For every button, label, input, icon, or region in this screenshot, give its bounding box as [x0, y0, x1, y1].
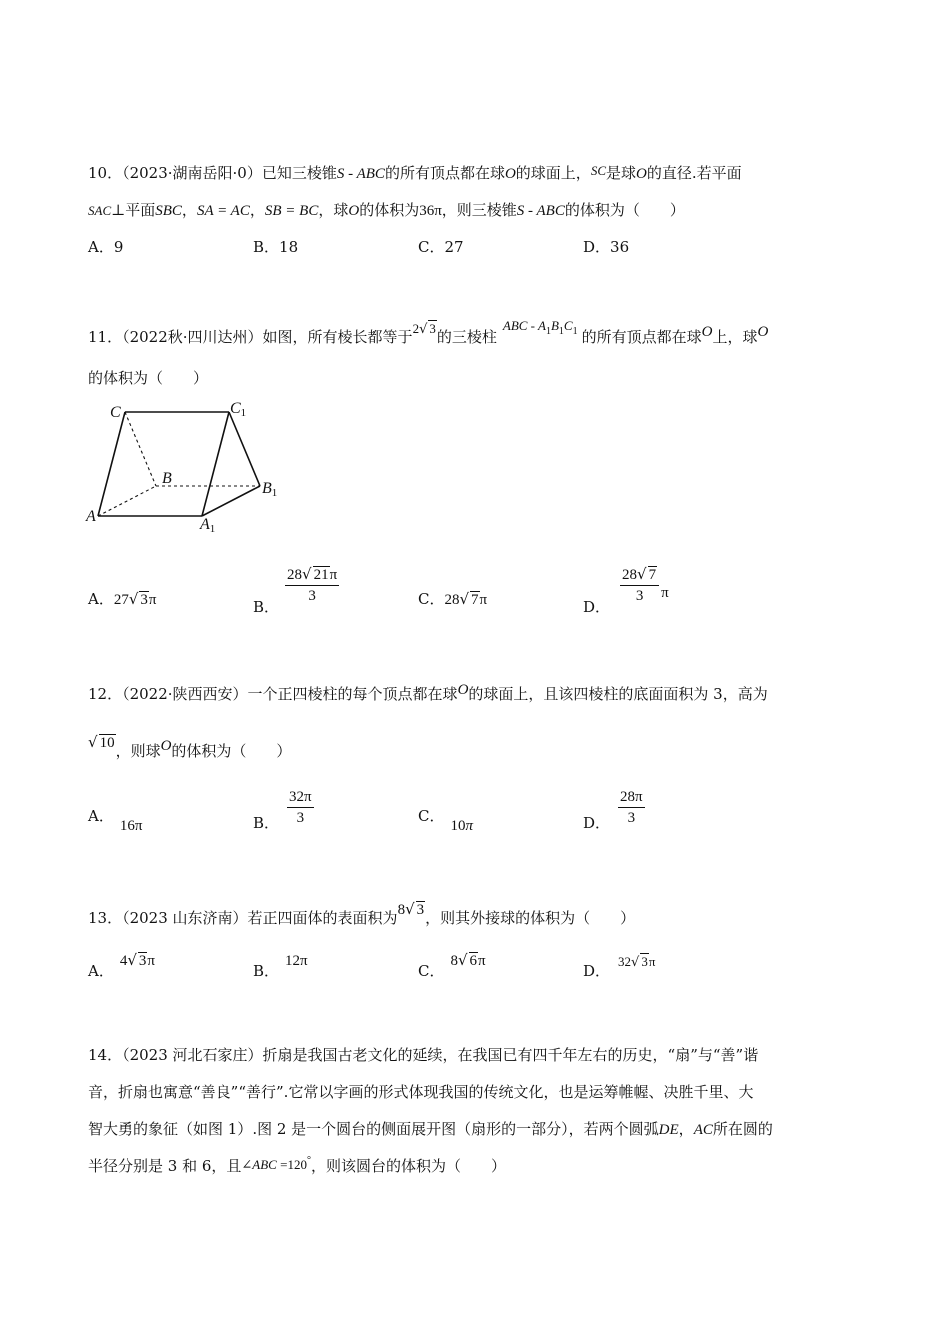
- q11-option-a-value: 27√ 3π: [113, 590, 157, 608]
- q11-option-c[interactable]: C．28√ 7π: [418, 590, 488, 608]
- q10-source: （2023·湖南岳阳·0）: [122, 164, 262, 182]
- q13-number: 13．: [88, 909, 123, 927]
- q12-option-a[interactable]: A．16π: [88, 807, 143, 834]
- q13-text: ，则其外接球的体积为（ ）: [425, 909, 636, 927]
- q11-prism: ABC - $A_1B_1C_1$: [502, 318, 578, 337]
- q10-sc: SC: [590, 163, 606, 178]
- q11-text: 的所有顶点都在球: [581, 328, 702, 346]
- q12-line2: [88, 733, 291, 761]
- edge-c-a: [98, 412, 125, 516]
- q13-line1: [88, 900, 635, 928]
- q14-text: 智大勇的象征（如图 1）.图 2 是一个圆台的侧面展开图（扇形的一部分），若两个圆弧: [88, 1120, 659, 1138]
- edge-c-b: [125, 412, 156, 486]
- q12-sphere-o: O: [457, 682, 469, 698]
- q12-text: ，则球: [115, 742, 161, 760]
- q10-eq1: SA = AC: [196, 203, 250, 219]
- q12-text: 一个正四棱柱的每个顶点都在球: [247, 685, 458, 703]
- q13-option-b[interactable]: B．12π: [253, 953, 308, 980]
- q14-text: 半径分别是 3 和 6，且: [88, 1157, 242, 1175]
- q10-text: 是球: [605, 164, 636, 182]
- q13-area: 8√ 3: [397, 900, 425, 918]
- q10-pyramid: S - ABC: [516, 203, 565, 219]
- q11-sphere-o: O: [701, 324, 713, 340]
- q11-option-c-value: 28√ 7π: [444, 590, 488, 608]
- q10-eq2: SB = BC: [264, 203, 319, 219]
- q11-edge-length: 2√ 3: [412, 321, 436, 337]
- q11-text: 的三棱柱: [436, 328, 497, 346]
- q13-source: （2023 山东济南）: [122, 909, 248, 927]
- q14-line4: [88, 1155, 506, 1176]
- label-a1: A1: [200, 516, 216, 535]
- q10-text: 平面: [125, 201, 156, 219]
- q12-option-b[interactable]: B． $\frac{32\pi}{3}$: [253, 789, 312, 832]
- q13-option-b-value: 12π: [285, 953, 308, 969]
- q10-sbc: SBC: [155, 203, 182, 219]
- q10-option-c[interactable]: C．27: [418, 238, 464, 256]
- q11-text: 上，球: [712, 328, 758, 346]
- q11-number: 11．: [88, 328, 123, 346]
- q12-option-d[interactable]: D． $\frac{28\pi}{3}$: [583, 789, 643, 832]
- q14-comma: ，: [678, 1120, 694, 1138]
- q14-text: ，则该圆台的体积为（ ）: [310, 1157, 506, 1175]
- q10-option-b[interactable]: B．18: [253, 238, 299, 256]
- q10-text: 的直径.若平面: [646, 164, 742, 182]
- q10-text: 的体积为: [359, 201, 420, 219]
- label-c1: C1: [230, 400, 247, 419]
- q10-comma: ，: [181, 201, 197, 219]
- q12-option-d-value: $\frac{28\pi}{3}$: [620, 789, 643, 826]
- q13-text: 若正四面体的表面积为: [247, 909, 398, 927]
- q11-option-d-pi: π: [661, 585, 669, 601]
- q13-option-c-value: 8√ 6π: [450, 951, 486, 969]
- q13-option-c[interactable]: C．8√ 6π: [418, 951, 486, 980]
- q12-option-c-value: 10π: [450, 818, 473, 834]
- q12-sphere-o: O: [160, 738, 172, 754]
- q11-source: （2022秋·四川达州）: [122, 328, 263, 346]
- q10-text: 的所有顶点都在球: [384, 164, 505, 182]
- q10-text: ，球: [318, 201, 349, 219]
- q12-text: 的体积为（ ）: [171, 742, 292, 760]
- q10-volume: 36π: [419, 203, 442, 219]
- q10-text: ，则三棱锥: [441, 201, 517, 219]
- q11-option-a[interactable]: A．27√ 3π: [88, 590, 157, 608]
- q12-number: 12．: [88, 685, 123, 703]
- q14-text: 所在圆的: [712, 1120, 773, 1138]
- q14-arc-de: DE: [658, 1122, 679, 1138]
- q12-line1: [88, 682, 768, 704]
- q12-option-a-value: 16π: [119, 818, 143, 834]
- q14-line3: [88, 1118, 773, 1139]
- label-c: C: [110, 404, 121, 421]
- q14-angle: ∠ABC =120°: [241, 1155, 311, 1172]
- q13-option-d[interactable]: D．32√ 3π: [583, 954, 656, 980]
- q14-source: （2023 河北石家庄）: [122, 1046, 263, 1064]
- q12-source: （2022·陕西西安）: [122, 685, 248, 703]
- label-b1: B1: [262, 480, 278, 499]
- q10-text: 已知三棱锥: [261, 164, 337, 182]
- q11-sphere-o: O: [757, 324, 769, 340]
- q10-option-d[interactable]: D．36: [583, 238, 630, 256]
- q11-option-d[interactable]: D． $\frac{28√ 7}{3}$ π: [583, 565, 669, 616]
- q11-option-b[interactable]: B． $\frac{28√ 21\pi}{3}$: [253, 565, 338, 616]
- q13-option-a-value: 4√ 3π: [119, 951, 155, 969]
- edge-c1-b1: [229, 412, 260, 486]
- q11-prism-figure: [84, 396, 284, 538]
- q10-sphere-o: O: [504, 166, 516, 182]
- q11-option-d-value: $\frac{28√ 7}{3}$: [620, 565, 659, 605]
- q10-number: 10．: [88, 164, 123, 182]
- q14-line1: [88, 1044, 758, 1065]
- q10-perp: ⊥: [111, 201, 126, 219]
- q12-option-c[interactable]: C．10π: [418, 807, 473, 834]
- label-a: A: [86, 508, 96, 525]
- q14-number: 14．: [88, 1046, 123, 1064]
- q13-option-a[interactable]: A．4√ 3π: [88, 951, 155, 980]
- q10-text: 的体积为（ ）: [564, 201, 685, 219]
- q10-line1: [88, 162, 742, 183]
- q10-sphere-o: O: [348, 203, 360, 219]
- q13-option-d-value: 32√ 3π: [618, 954, 656, 970]
- q12-height: √ 10: [88, 733, 115, 751]
- edge-c1-a1: [202, 412, 229, 516]
- q10-comma: ，: [249, 201, 265, 219]
- q11-text: 如图，所有棱长都等于: [262, 328, 413, 346]
- q11-option-b-value: $\frac{28√ 21\pi}{3}$: [287, 565, 338, 604]
- label-b: B: [162, 470, 172, 487]
- q14-text: 折扇是我国古老文化的延续，在我国已有四千年左右的历史，“扇”与“善”谐: [262, 1046, 759, 1064]
- q10-text: 的球面上，: [515, 164, 591, 182]
- edge-a-b: [98, 486, 156, 516]
- edge-a1-b1: [202, 486, 260, 516]
- q10-sphere-o: O: [636, 166, 647, 182]
- q14-line2: 音，折扇也寓意“善良”“善行”.它常以字画的形式体现我国的传统文化，也是运筹帷幄、决胜千里、大: [88, 1083, 754, 1101]
- q10-sac: SAC: [88, 203, 112, 218]
- q10-pyramid: S - ABC: [336, 166, 385, 182]
- q11-line2: 的体积为（ ）: [88, 369, 209, 387]
- q10-option-a[interactable]: A．9: [88, 238, 124, 256]
- q12-option-b-value: $\frac{32\pi}{3}$: [289, 789, 312, 826]
- q12-text: 的球面上，且该四棱柱的底面面积为 3，高为: [468, 685, 768, 703]
- q14-arc-ac: AC: [693, 1122, 713, 1138]
- q11-line1: [88, 318, 768, 347]
- q10-line2: [88, 199, 685, 220]
